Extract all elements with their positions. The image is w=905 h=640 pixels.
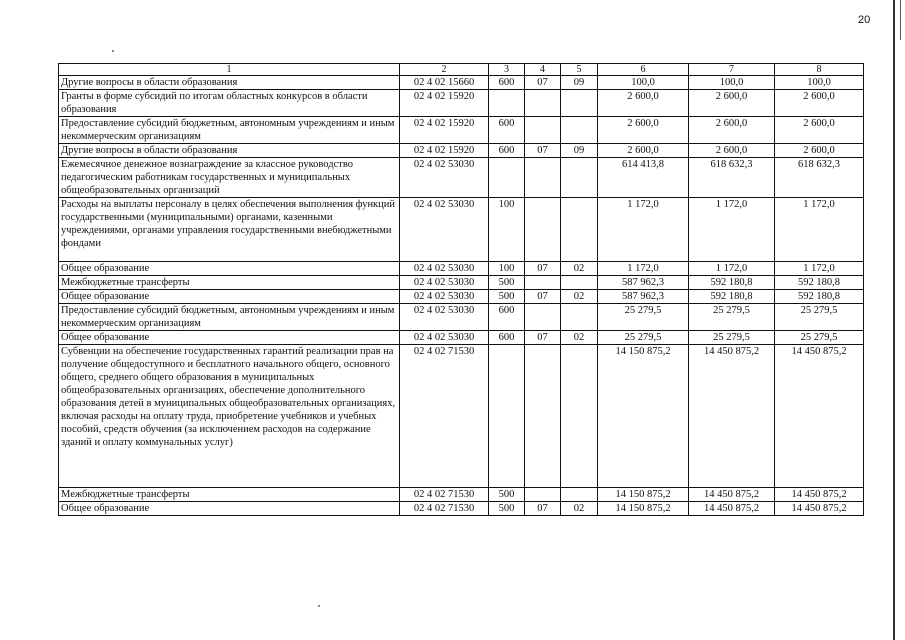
row-vr-cell: 500 [489,488,525,502]
row-pr-cell: 09 [561,76,598,90]
table-row [59,90,864,117]
row-code-cell: 02 4 02 53030 [400,262,489,276]
row-pr-cell [561,90,598,117]
row-rz-cell: 07 [525,331,561,345]
row-amount-col6: 25 279,5 [598,304,689,331]
row-vr-cell: 500 [489,276,525,290]
row-code-cell: 02 4 02 53030 [400,331,489,345]
table-row [59,345,864,488]
row-amount-col6: 14 150 875,2 [598,345,689,488]
table-row [59,198,864,262]
row-amount-col8: 618 632,3 [775,158,864,198]
row-pr-cell: 02 [561,331,598,345]
row-name-cell: Гранты в форме субсидий по итогам областных конкурсов в области образования [59,90,400,117]
row-amount-col7: 25 279,5 [689,304,775,331]
table-header-row [59,64,864,76]
row-name-cell: Предоставление субсидий бюджетным, автономным учреждениям и иным некоммерческим организациям [59,304,400,331]
row-vr-cell: 600 [489,144,525,158]
table-row [59,117,864,144]
row-amount-col8: 1 172,0 [775,262,864,276]
row-amount-col8: 1 172,0 [775,198,864,262]
row-code-cell: 02 4 02 15920 [400,144,489,158]
row-code-cell: 02 4 02 71530 [400,488,489,502]
row-rz-cell [525,345,561,488]
table-row [59,276,864,290]
row-pr-cell: 02 [561,290,598,304]
row-amount-col8: 2 600,0 [775,144,864,158]
table-row [59,158,864,198]
row-amount-col8: 25 279,5 [775,304,864,331]
row-amount-col7: 1 172,0 [689,198,775,262]
row-vr-cell [489,158,525,198]
row-amount-col7: 14 450 875,2 [689,488,775,502]
table-row [59,331,864,345]
row-amount-col7: 14 450 875,2 [689,502,775,516]
row-rz-cell [525,117,561,144]
row-amount-col7: 592 180,8 [689,276,775,290]
row-amount-col7: 2 600,0 [689,144,775,158]
row-amount-col6: 2 600,0 [598,144,689,158]
header-cell: 7 [689,64,775,76]
row-amount-col8: 14 450 875,2 [775,502,864,516]
row-name-cell: Субвенции на обеспечение государственных гарантий реализации прав на получение общедоступного и бесплатного начального общего, основного общего, среднего общего образования в муниципальных общеобразовательных организациях, обеспечение дополнительного образования детей в муниципальных общеобразовательных организациях, включая расходы на оплату труда, приобретение учебников и учебных пособий, средств обучения (за исключением расходов на содержание зданий и оплату коммунальных услуг) [59,345,400,488]
row-rz-cell: 07 [525,76,561,90]
row-name-cell: Общее образование [59,290,400,304]
row-code-cell: 02 4 02 53030 [400,276,489,290]
row-rz-cell [525,158,561,198]
row-amount-col8: 2 600,0 [775,90,864,117]
row-amount-col6: 100,0 [598,76,689,90]
row-code-cell: 02 4 02 71530 [400,345,489,488]
header-cell: 8 [775,64,864,76]
row-pr-cell: 02 [561,502,598,516]
row-code-cell: 02 4 02 15660 [400,76,489,90]
row-vr-cell: 600 [489,117,525,144]
row-amount-col8: 14 450 875,2 [775,488,864,502]
row-vr-cell: 100 [489,198,525,262]
row-amount-col8: 25 279,5 [775,331,864,345]
header-cell: 5 [561,64,598,76]
row-vr-cell: 600 [489,76,525,90]
scan-edge-line [893,0,895,640]
table-row [59,502,864,516]
row-pr-cell [561,488,598,502]
page-number: 20 [858,14,871,26]
row-code-cell: 02 4 02 53030 [400,198,489,262]
row-amount-col6: 614 413,8 [598,158,689,198]
budget-table [58,63,864,516]
row-rz-cell: 07 [525,144,561,158]
header-cell: 6 [598,64,689,76]
row-amount-col8: 2 600,0 [775,117,864,144]
row-code-cell: 02 4 02 15920 [400,90,489,117]
row-rz-cell [525,304,561,331]
row-amount-col7: 25 279,5 [689,331,775,345]
row-pr-cell [561,117,598,144]
row-pr-cell [561,345,598,488]
row-vr-cell: 100 [489,262,525,276]
row-amount-col7: 14 450 875,2 [689,345,775,488]
row-code-cell: 02 4 02 53030 [400,304,489,331]
row-amount-col6: 14 150 875,2 [598,502,689,516]
row-code-cell: 02 4 02 53030 [400,290,489,304]
row-name-cell: Предоставление субсидий бюджетным, автономным учреждениям и иным некоммерческим организациям [59,117,400,144]
table-row [59,290,864,304]
header-cell: 2 [400,64,489,76]
row-code-cell: 02 4 02 53030 [400,158,489,198]
row-rz-cell: 07 [525,502,561,516]
row-name-cell: Ежемесячное денежное вознаграждение за классное руководство педагогическим работникам государственных и муниципальных общеобразовательных организаций [59,158,400,198]
row-pr-cell [561,158,598,198]
row-vr-cell [489,90,525,117]
row-name-cell: Общее образование [59,262,400,276]
row-amount-col7: 618 632,3 [689,158,775,198]
row-amount-col6: 2 600,0 [598,90,689,117]
scan-speck [318,605,320,607]
scan-edge-mark [900,0,901,40]
row-pr-cell [561,276,598,290]
header-cell: 1 [59,64,400,76]
row-code-cell: 02 4 02 15920 [400,117,489,144]
row-rz-cell: 07 [525,290,561,304]
row-amount-col6: 25 279,5 [598,331,689,345]
table-row [59,304,864,331]
row-rz-cell [525,198,561,262]
row-name-cell: Межбюджетные трансферты [59,276,400,290]
row-amount-col7: 592 180,8 [689,290,775,304]
row-vr-cell: 500 [489,290,525,304]
row-amount-col6: 1 172,0 [598,262,689,276]
table-row [59,76,864,90]
row-amount-col6: 587 962,3 [598,276,689,290]
row-vr-cell [489,345,525,488]
row-amount-col6: 14 150 875,2 [598,488,689,502]
row-rz-cell [525,276,561,290]
row-amount-col7: 1 172,0 [689,262,775,276]
row-amount-col8: 592 180,8 [775,276,864,290]
row-amount-col8: 592 180,8 [775,290,864,304]
header-cell: 4 [525,64,561,76]
table-row [59,262,864,276]
row-vr-cell: 600 [489,304,525,331]
row-pr-cell: 09 [561,144,598,158]
row-code-cell: 02 4 02 71530 [400,502,489,516]
row-name-cell: Расходы на выплаты персоналу в целях обеспечения выполнения функций государственными (муниципальными) органами, казенными учреждениями, органами управления государственными внебюджетными фондами [59,198,400,262]
row-name-cell: Межбюджетные трансферты [59,488,400,502]
row-amount-col7: 100,0 [689,76,775,90]
row-vr-cell: 500 [489,502,525,516]
row-vr-cell: 600 [489,331,525,345]
row-pr-cell [561,198,598,262]
header-cell: 3 [489,64,525,76]
row-amount-col8: 100,0 [775,76,864,90]
row-rz-cell [525,90,561,117]
row-amount-col6: 1 172,0 [598,198,689,262]
row-name-cell: Общее образование [59,502,400,516]
row-name-cell: Общее образование [59,331,400,345]
scan-speck [112,50,114,52]
table-row [59,144,864,158]
row-pr-cell: 02 [561,262,598,276]
table-row [59,488,864,502]
row-amount-col6: 587 962,3 [598,290,689,304]
row-rz-cell: 07 [525,262,561,276]
row-pr-cell [561,304,598,331]
row-amount-col7: 2 600,0 [689,90,775,117]
row-name-cell: Другие вопросы в области образования [59,144,400,158]
row-name-cell: Другие вопросы в области образования [59,76,400,90]
row-amount-col8: 14 450 875,2 [775,345,864,488]
row-amount-col7: 2 600,0 [689,117,775,144]
row-amount-col6: 2 600,0 [598,117,689,144]
row-rz-cell [525,488,561,502]
